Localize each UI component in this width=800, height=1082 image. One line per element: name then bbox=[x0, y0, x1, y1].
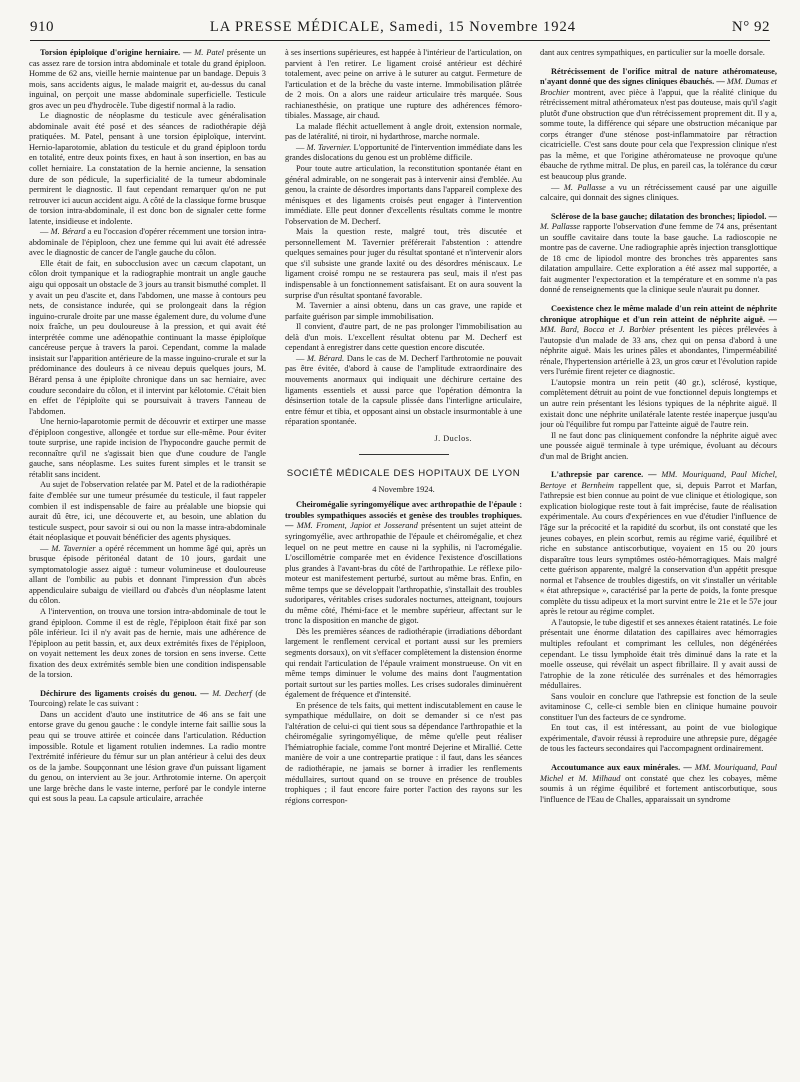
article-title: Accoutumance aux eaux minérales. — bbox=[551, 763, 692, 772]
paragraph: La malade fléchit actuellement à angle droit, extension normale, pas de latéralité, ni tiroir, ni hydarthrose, marche normale. bbox=[285, 121, 522, 142]
page-number: 910 bbox=[30, 19, 54, 35]
article-authors: M. Pallasse bbox=[540, 222, 581, 232]
paragraph: Une hernio-laparotomie permit de découvrir et extirper une masse d'épiploon congestive, allongée et tordue sur elle-même. Pour éviter toute surprise, une rapide incision de l'hypocondre gauche permit de reconnaître qu'il ne s'agissait bien que d'une coudure de l'angle gauche, sans néoplasme. Les suites furent simples et le transit se rétablit sans incident. bbox=[29, 417, 266, 479]
article-text: présentent les pièces prélevées à l'autopsie d'un malade de 33 ans, chez qui on pensa d'abord à une néphrite aiguë. Mais les urines pâles et abondantes, l'imperméabilité rénale, l'hypertension artérielle à 23, un gros cœur et l'évolution rapide vers l'urémie firent rejeter ce diagnostic. bbox=[540, 325, 777, 377]
paragraph: — M. Bérard a eu l'occasion d'opérer récemment une torsion intra-abdominale de l'épiploon, chez une femme qui lui avait été adressée avec le diagnostic de cancer de l'angle gauche du côlon. bbox=[29, 227, 266, 258]
article-sclerose-base bbox=[540, 212, 777, 296]
article-cheiromegalie bbox=[285, 500, 522, 627]
article-text: rapporte l'observation d'une femme de 74 ans, présentant un souffle cavitaire dans toute la base gauche. La radioscopie ne montre pas de caverne. Une radiographie après injection transglottique de 18 cmc de lipiodol montre des bronches très apparentes sans dilatation ampullaire. Cette exploration a été assez mal supportée, a fait augmenter l'expectoration et la température et en somme n'a pas donné de renseignements que la clinique seule n'aurait pu donner. bbox=[540, 222, 777, 295]
article-title: Déchirure des ligaments croisés du genou. — bbox=[40, 688, 209, 698]
article-title: Cheiromégalie syringomyélique avec arthropathie de l'épaule : troubles sympathiques associés et genèse des troubles trophiques. — bbox=[285, 500, 522, 531]
article-authors: MM. Mouriquand, Paul Michel et M. Milhaud bbox=[540, 763, 777, 783]
section-divider bbox=[359, 454, 449, 455]
paragraph: — M. Tavernier a opéré récemment un homme âgé qui, après un brusque épisode péritonéal datant de 10 jours, gardait une symptomatologie assez aiguë : tumeur volumineuse et douloureuse allant de l'ombilic au pubis et donnant l'impression d'un abcès appendiculaire subaigu de vieillard ou d'abcès d'un néoplasme latent du côlon. bbox=[29, 543, 266, 606]
paragraph: Elle était de fait, en subocclusion avec un cæcum clapotant, un côlon droit tympanique et la radiographie montrait un angle gauche aigu qui opposait un obstacle de 3 jours au transit bismuthé complet. Il y avait un peu d'ascite et, dans l'abdomen, une masse à contours peu nets, de consistance indurée, qui se prolongeait dans la région inguino-crurale droite par une masse également dure, du volume d'une noix fraîche, un peu douloureuse à la pression, et qui avait été interprétée comme une adénopathie continuant la masse épiploïque cancéreuse perçue à travers la paroi. Cependant, comme la malade insistait sur l'apparition antérieure de la masse inguino-crurale et sur la prédominance des douleurs à ce niveau depuis quelques jours, M. Bérard pensa à une épiploïte chronique dans un sac herniaire, avec coudure secondaire du côlon, et il intervint par kélotomie. C'était bien en effet de l'épiploïte qui se poursuivait à travers l'anneau de l'abdomen. bbox=[29, 258, 266, 416]
paragraph-text: Dans le cas de M. Decherf l'arthrotomie ne pouvait pas être évitée, d'abord à cause de l'amplitude extraordinaire des mouvements anormaux qui indiquait une déchirure certaine des ligaments essentiels et aussi parce que l'opération démontra la désinsertion totale de la capsule plissée dans l'interligne articulaire, entre fémur et tibia, et opposant ainsi un obstacle insurmontable à une réparation spontanée. bbox=[285, 353, 522, 427]
article-text: présentent un sujet atteint de syringomyélie, avec arthropathie de l'épaule et chéiromégalie, et chez lequel on ne peut mettre en cause ni la syphilis, ni l'acromégalie. L'oscillométrie comparée met en évidence l'existence d'oscillations plus grandes à l'avant-bras du côté de l'arthropathie. Le réflexe pilo-moteur est manifestement perturbé, surtout au même bras. Enfin, en même temps que se développait l'arthropathie, s'installait des troubles sudoripares, véritables crises sudorales nocturnes, atteignant, toujours du même côté, l'hémi-face et le membre supérieur, affectant sur le tronc la disposition en manche de gigot. bbox=[285, 521, 522, 626]
paragraph: Dès les premières séances de radiothérapie (irradiations débordant largement le renflement cervical et portant aussi sur les premiers segments dorsaux), on vit s'effacer complètement la distension énorme qui rendait l'articulation de l'épaule vraiment monstrueuse. On vit en même temps diminuer le volume des mains dont l'augmentation portait surtout sur les parties molles. Les crises sudorales diminuèrent également de fréquence et d'intensité. bbox=[285, 626, 522, 700]
paragraph: En tout cas, il est intéressant, au point de vue biologique expérimentale, d'avoir réussi à reproduire une athrepsie pure, dégagée de tous les facteurs secondaires qui l'accompagnent ordinairement. bbox=[540, 723, 777, 754]
article-authors: MM. Bard, Bocca et J. Barbier bbox=[540, 325, 656, 335]
article-authors: MM. Mouriquand, Paul Michel, Bertoye et Bernheim bbox=[540, 470, 777, 490]
article-authors: MM. Froment, Japiot et Josserand bbox=[296, 521, 418, 531]
paragraph: dant aux centres sympathiques, en particulier sur la moelle dorsale. bbox=[540, 48, 765, 57]
author-signature: J. Duclos. bbox=[434, 433, 472, 443]
paragraph: En présence de tels faits, qui mettent indiscutablement en cause le sympathique médullaire, on doit se demander si ce n'est pas l'altération de celui-ci qui tient sous sa dépendance l'arthropathie et la chéiromégalie syringomyélique, de même qu'elle peut réaliser l'hémiatrophie faciale, comme l'ont montré Dejerine et Mirallié. Cette manière de voir a une contrepartie pratique : il faut, dans les séances de radiothérapie, ne jamais se borner à irradier les renflements médullaires, surtout quand on se trouve en présence de troubles trophiques ; il faut encore faire porter l'action des rayons sur les régions correspon- bbox=[285, 700, 522, 805]
paragraph-text: a eu l'occasion d'opérer récemment une torsion intra-abdominale de l'épiploon, chez une femme qui lui avait été adressée avec le diagnostic de cancer de l'angle gauche du côlon. bbox=[29, 227, 266, 258]
paragraph: M. Tavernier a ainsi obtenu, dans un cas grave, une rapide et parfaite guérison par simple immobilisation. bbox=[285, 301, 522, 321]
running-header bbox=[30, 14, 770, 41]
paragraph: Le diagnostic de néoplasme du testicule avec généralisation abdominale avait été posé et des séances de radiothérapie déjà pratiquées. M. Patel, pensant à une torsion épiploïque, intervint. Hernio-laparotomie, ablation du testicule et du grand épiploon tordu en totalité, entre deux points fixes, en haut à son insertion, en bas au collet herniaire. La constatation de la hernie ancienne, la sensation dure de son pédicule, la superficialité de la tumeur abdominale permirent le diagnostic. Il faut cependant remarquer qu'on ne put retrouver ici aucun accident aigu. A côté de la classique forme brusque de torsion intra-abdominale, il est donc bon de signaler cette forme latente, insidieuse et indolente. bbox=[29, 111, 266, 226]
paragraph: Au sujet de l'observation relatée par M. Patel et de la radiothérapie faite d'emblée sur une tumeur présumée du testicule, il faut rappeler combien il est indispensable de faire au préalable une biopsie qui aurait dû être, ici, une découverte et, au besoin, une ablation du testicule suspect, pour savoir si oui ou non la masse intra-abdominale était néoplasique et pouvait bénéficier des agents physiques. bbox=[29, 480, 266, 543]
column-right bbox=[540, 48, 777, 1076]
society-section-title: SOCIÉTÉ MÉDICALE DES HOPITAUX DE LYON bbox=[286, 468, 521, 480]
article-text: rappellent que, si, depuis Parrot et Marfan, l'athrepsie est bien connue au point de vue clinique et étiologique, son explication biologique reste tout à fait imprécise, faute de réalisation expérimentale. Au cours d'expériences en vue d'étudier l'influence de l'âge sur la précocité et la rapidité du scorbut, ils ont constaté que les jeunes cobayes, en plein scorbut, remis au régime varié, équilibré et riche en substance antiscorbutique, voyaient en 15 ou 20 jours disparaître tous leurs symptômes ostéo-hémorragiques. Mais malgré cette guérison apparente, malgré la conservation d'un appétit presque normal et l'absence de troubles digestifs, on vit s'installer un véritable « état athrepsique », caractérisé par la perte de poids, la fonte presque complète du tissu adipeux et la mort survint entre le 21e et le 57e jour après le retour au régime complet. bbox=[540, 480, 777, 617]
journal-title: LA PRESSE MÉDICALE, Samedi, 15 Novembre 1924 bbox=[209, 19, 577, 35]
article-coexistence-reins bbox=[540, 304, 777, 378]
paragraph: — M. Pallasse a vu un rétrécissement causé par une aiguille calcaire, qui donnait des signes cliniques. bbox=[540, 182, 777, 203]
speaker-name: M. Tavernier. bbox=[306, 142, 352, 152]
paragraph: Sans vouloir en conclure que l'athrepsie est fonction de la seule avitaminose C, celle-ci semble bien en clinique humaine pouvoir constituer l'un des facteurs de ce syndrome. bbox=[540, 691, 777, 722]
session-date: 4 Novembre 1924. bbox=[372, 484, 435, 494]
article-torsion-epiploique bbox=[29, 48, 266, 111]
paragraph: A l'intervention, on trouva une torsion intra-abdominale de tout le grand épiploon. Comme il est de règle, l'épiploon était fixé par son pôle inférieur. Ici il n'y avait pas de hernie, mais une adhérence de l'épiploon au petit bassin, et, aux deux extrémités fixes de l'épiploon, on voyait nettement les deux zones de torsion en sens inverse. Cette fixation des deux extrémités semble bien une condition indispensable de la torsion. bbox=[29, 606, 266, 680]
article-authors: M. Patel bbox=[194, 48, 224, 57]
article-text: présente un cas assez rare de torsion intra abdominale et totale du grand épiploon. Homme de 62 ans, vieille hernie maintenue par un bandage. Depuis 3 mois, sans accidents aigus, le malade maigrit et, au-dessus du canal inguinal, on perçoit une masse abdominale superficielle. Testicule gros avec un peu d'hydrocèle. Tube digestif normal à la radio. bbox=[29, 48, 266, 110]
paragraph: Pour toute autre articulation, la reconstitution spontanée étant en général admirable, on ne songerait pas à intervenir ainsi d'emblée. Au genou, la crainte de désordres importants dans l'appareil complexe des ménisques et des ligaments croisés peut engager à l'intervention immédiate. Elle peut donner d'excellents résultats comme le montre l'observation de M. Decherf. bbox=[285, 164, 522, 226]
paragraph: — M. Tavernier. L'opportunité de l'intervention immédiate dans les grandes dislocations du genou est un problème difficile. bbox=[285, 142, 522, 163]
article-text: montrent, avec pièce à l'appui, que la réalité clinique du rétrécissement mitral athéromateux n'est pas douteuse, mais qu'il s'agit plutôt d'une obstruction que d'un rétrécissement proprement dit. Il y a, somme toute, la différence qui sépare une obstruction mécanique par corps étranger d'une sténose post-inflammatoire par rétraction cicatricielle. C'est sans doute pour cela que l'expression clinique n'est pas la même, et que l'origine athéromateuse ne provoque qu'une ébauche de rythme mitral. De plus, en pareil cas, la tolérance du cœur est beaucoup plus grande. bbox=[540, 87, 777, 182]
article-athrepsie bbox=[540, 470, 777, 618]
paragraph-text: a vu un rétrécissement causé par une aiguille calcaire, qui donnait des signes cliniques. bbox=[540, 182, 777, 203]
speaker-name: M. Bérard bbox=[50, 227, 86, 237]
paragraph: — M. Bérard. Dans le cas de M. Decherf l'arthrotomie ne pouvait pas être évitée, d'abord à cause de l'amplitude extraordinaire des mouvements anormaux qui indiquait une déchirure certaine des ligaments essentiels et aussi parce que l'opération démontra la désinsertion totale de la capsule plissée dans l'interligne articulaire, entre fémur et tibia, et opposant ainsi un obstacle insurmontable à une réparation spontanée. bbox=[285, 353, 522, 427]
article-text: ont constaté que chez les cobayes, même soumis à un régime équilibré et fortement antiscorbutique, sous l'influence de l'Eau de Challes, apparaissait un syndrome bbox=[540, 773, 777, 804]
paragraph: Dans un accident d'auto une institutrice de 46 ans se fait une entorse grave du genou gauche : le condyle interne fait saillie sous la peau qui se trouve attirée et coincée dans l'articulation. Réduction impossible. Rotule et ligament rotulien indemnes. La radio montre l'extrémité inférieure du fémur sur un plan antérieur à celui des deux os de la jambe. Soupçonnant une lésion grave d'un puissant ligament du genou, on intervient au 3e jour. Arthrotomie interne. On aperçoit une large brèche dans le vaste interne, perforé par le condyle interne qui est sous la peau. La capsule articulaire, arrachée bbox=[29, 709, 266, 804]
article-title: Rétrécissement de l'orifice mitral de nature athéromateuse, n'ayant donné que des signes cliniques ébauchés. — bbox=[540, 66, 777, 87]
speaker-name: M. Tavernier bbox=[51, 543, 96, 553]
article-accoutumance bbox=[540, 763, 777, 805]
article-retrecissement-mitral bbox=[540, 67, 777, 183]
paragraph: Il ne faut donc pas cliniquement confondre la néphrite aiguë avec une poussée aiguë terminale à type urémique, évoluant au décours d'un mal de Bright ancien. bbox=[540, 430, 777, 461]
column-left bbox=[29, 48, 266, 1076]
paragraph: L'autopsie montra un rein petit (40 gr.), sclérosé, kystique, complètement détruit au point de vue fonctionnel depuis longtemps et un autre rein présentant les lésions typiques de la néphrite aiguë. Il existait donc une néphrite unilatérale latente restée inaperçue jusqu'au jour où l'équilibre fut rompu par l'atteinte aiguë de l'autre rein. bbox=[540, 377, 777, 430]
speaker-name: M. Pallasse bbox=[563, 182, 606, 192]
column-middle bbox=[285, 48, 522, 1076]
paragraph: A l'autopsie, le tube digestif et ses annexes étaient ratatinés. Le foie présentait une énorme dilatation des capillaires avec hémorragies multiples refoulant et comprimant les cellules, non dégénérées cependant. Le tissu lymphoïde était très diminué dans la rate et la moelle osseuse, qui révélait un aspect fibrillaire. Il y avait aussi de l'atrophie de la zone réticulée des surrénales et des hémorragies médullaires. bbox=[540, 617, 777, 691]
paragraph: Il convient, d'autre part, de ne pas prolonger l'immobilisation au delà d'un mois. L'excellent résultat obtenu par M. Decherf est cependant à enregistrer dans cette question encore discutée. bbox=[285, 322, 522, 353]
paragraph: à ses insertions supérieures, est happée à l'intérieur de l'articulation, on parvient à l'en retirer. Le ligament croisé antérieur est déchiré totalement, avec peine on arrive à le suturer au catgut. Fermeture de l'articulation et de la brèche du vaste interne. Immobilisation plâtrée de 2 mois. On a alors une raideur articulaire très marquée. Sous rachianesthésie, on pratique une rupture des adhérences fémoro-tibiales. Massage, air chaud. bbox=[285, 48, 522, 121]
speaker-name: M. Bérard. bbox=[307, 353, 345, 363]
paragraph: Mais la question reste, malgré tout, très discutée et personnellement M. Tavernier préférerait l'abstention : attendre quelques semaines pour juger du résultat spontané et n'intervenir alors que s'il subsiste une grande laxité ou des désordres méniscaux. Le ligament croisé rompu ne se restaurera pas seul, mais il n'est pas indispensable à un fonctionnement satisfaisant. Et on aura souvent la surprise d'un résultat spontané favorable. bbox=[285, 227, 522, 300]
article-title: L'athrepsie par carence. — bbox=[551, 470, 657, 480]
paragraph-text: a opéré récemment un homme âgé qui, après un brusque épisode péritonéal datant de 10 jours, gardait une symptomatologie assez aiguë : tumeur volumineuse et douloureuse allant de l'ombilic au pubis et donnant l'impression d'un abcès appendiculaire subaigu de vieillard ou d'abcès d'un néoplasme latent du côlon. bbox=[29, 543, 266, 606]
article-title: Coexistence chez le même malade d'un rein atteint de néphrite chronique atrophique et d'un rein atteint de néphrite aiguë. — bbox=[540, 304, 777, 324]
article-text: (de Tourcoing) relate le cas suivant : bbox=[29, 688, 266, 709]
article-title: Torsion épiploïque d'origine herniaire. — bbox=[40, 48, 192, 57]
article-ligaments-croises bbox=[29, 689, 266, 710]
paragraph-text: L'opportunité de l'intervention immédiate dans les grandes dislocations du genou est un problème difficile. bbox=[285, 142, 522, 163]
article-authors: M. Decherf bbox=[212, 688, 252, 698]
issue-number: N° 92 bbox=[731, 19, 770, 35]
article-authors: MM. Dumas et Brochier bbox=[540, 77, 777, 97]
article-title: Sclérose de la base gauche; dilatation des bronches; lipiodol. — bbox=[551, 211, 777, 221]
